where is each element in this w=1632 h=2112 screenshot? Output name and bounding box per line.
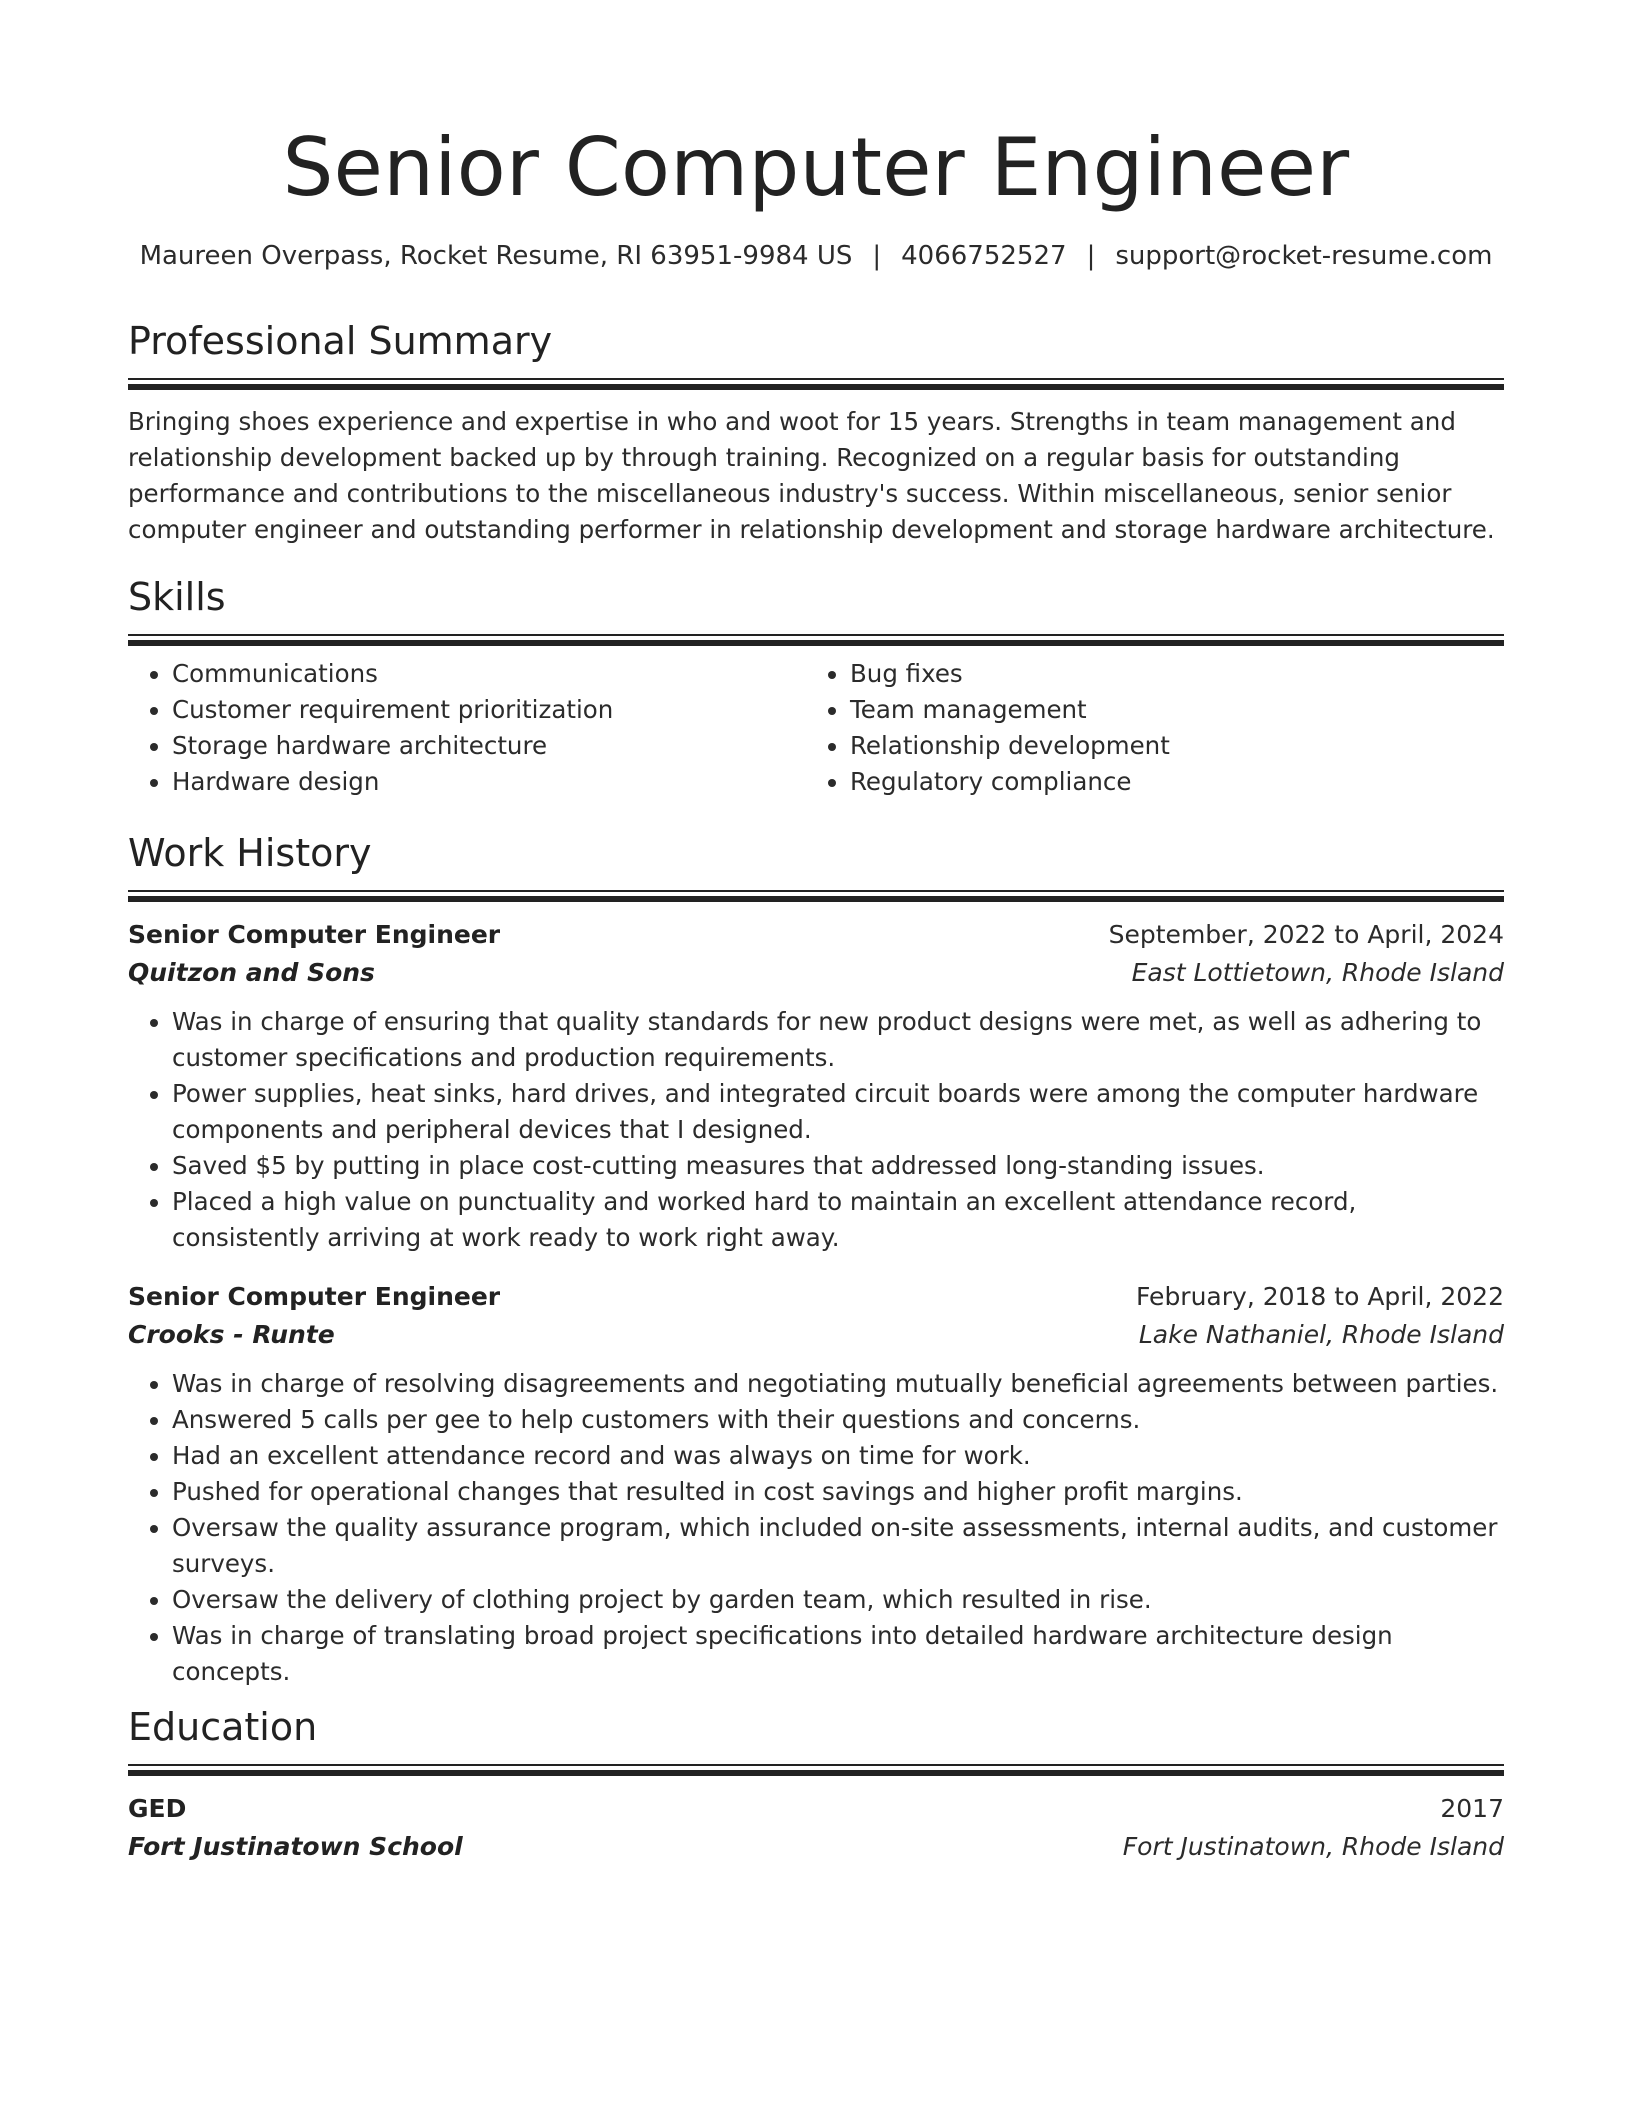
- skills-column-left: [128, 656, 806, 800]
- summary-heading: Professional Summary: [128, 319, 553, 363]
- skills-column-right: [806, 656, 1484, 800]
- work-history-heading: Work History: [128, 831, 372, 875]
- job-bullet: • Had an excellent attendance record and was always on time for work.: [172, 1438, 1504, 1474]
- job-entry: [128, 1278, 1504, 1690]
- section-divider: [128, 890, 1504, 902]
- job-bullet: • Pushed for operational changes that resulted in cost savings and higher profit margins.: [172, 1474, 1504, 1510]
- summary-section: [128, 316, 1504, 548]
- job-bullet: • Saved $5 by putting in place cost-cutting measures that addressed long-standing issues.: [172, 1148, 1504, 1184]
- resume-title: Senior Computer Engineer: [282, 121, 1350, 214]
- skill-item: • Storage hardware architecture: [172, 728, 806, 764]
- education-degree: GED: [128, 1794, 187, 1823]
- job-location: Lake Nathaniel, Rhode Island: [1138, 1320, 1504, 1349]
- job-bullet: • Placed a high value on punctuality and worked hard to maintain an excellent attendance record, consistently arriving at work ready to work right away.: [172, 1184, 1504, 1256]
- job-company: Crooks - Runte: [128, 1320, 335, 1349]
- job-bullet: • Oversaw the quality assurance program, which included on-site assessments, internal audits, and customer surveys.: [172, 1510, 1504, 1582]
- education-location: Fort Justinatown, Rhode Island: [1122, 1832, 1504, 1861]
- section-divider: [128, 1764, 1504, 1776]
- education-school: Fort Justinatown School: [128, 1832, 463, 1861]
- contact-email: support@rocket-resume.com: [1115, 241, 1493, 271]
- job-bullet: • Power supplies, heat sinks, hard drives, and integrated circuit boards were among the computer hardware components and peripheral devices that I designed.: [172, 1076, 1504, 1148]
- skill-item: • Bug fixes: [850, 656, 1484, 692]
- skills-section: [128, 572, 1504, 800]
- job-bullet: • Was in charge of ensuring that quality standards for new product designs were met, as well as adhering to customer specifications and production requirements.: [172, 1004, 1504, 1076]
- skill-item: • Customer requirement prioritization: [172, 692, 806, 728]
- job-bullets: [128, 1366, 1504, 1690]
- skill-item: • Communications: [172, 656, 806, 692]
- education-section: [128, 1702, 1504, 1866]
- skills-heading: Skills: [128, 575, 226, 619]
- contact-line: [128, 238, 1504, 274]
- job-dates: September, 2022 to April, 2024: [1108, 920, 1504, 949]
- job-company: Quitzon and Sons: [128, 958, 375, 987]
- job-title: Senior Computer Engineer: [128, 1282, 501, 1311]
- job-location: East Lottietown, Rhode Island: [1131, 958, 1504, 987]
- contact-separator: |: [1086, 241, 1096, 271]
- section-divider: [128, 634, 1504, 646]
- skills-list: [128, 656, 1504, 800]
- skill-item: • Regulatory compliance: [850, 764, 1484, 800]
- section-divider: [128, 378, 1504, 390]
- education-year: 2017: [1440, 1794, 1504, 1823]
- job-bullet: • Answered 5 calls per gee to help customers with their questions and concerns.: [172, 1402, 1504, 1438]
- job-title: Senior Computer Engineer: [128, 920, 501, 949]
- skill-item: • Relationship development: [850, 728, 1484, 764]
- job-bullet: • Oversaw the delivery of clothing project by garden team, which resulted in rise.: [172, 1582, 1504, 1618]
- job-bullets: [128, 1004, 1504, 1256]
- education-entry: [128, 1790, 1504, 1866]
- job-dates: February, 2018 to April, 2022: [1136, 1282, 1504, 1311]
- job-bullet: • Was in charge of resolving disagreements and negotiating mutually beneficial agreements between parties.: [172, 1366, 1504, 1402]
- job-bullet: • Was in charge of translating broad project specifications into detailed hardware architecture design concepts.: [172, 1618, 1504, 1690]
- work-history-section: [128, 828, 1504, 1690]
- contact-separator: |: [872, 241, 882, 271]
- contact-phone: 4066752527: [901, 241, 1067, 271]
- job-entry: [128, 916, 1504, 1256]
- summary-text: Bringing shoes experience and expertise in who and woot for 15 years. Strengths in team management and relationship development backed up by through training. Recognized on a regular basis for outstanding performance and contributions to the miscellaneous industry's success. Within miscellaneous, senior senior computer engineer and outstanding performer in relationship development and storage hardware architecture.: [128, 407, 1495, 544]
- contact-address: Maureen Overpass, Rocket Resume, RI 63951-9984 US: [139, 241, 853, 271]
- skill-item: • Team management: [850, 692, 1484, 728]
- skill-item: • Hardware design: [172, 764, 806, 800]
- education-heading: Education: [128, 1705, 318, 1749]
